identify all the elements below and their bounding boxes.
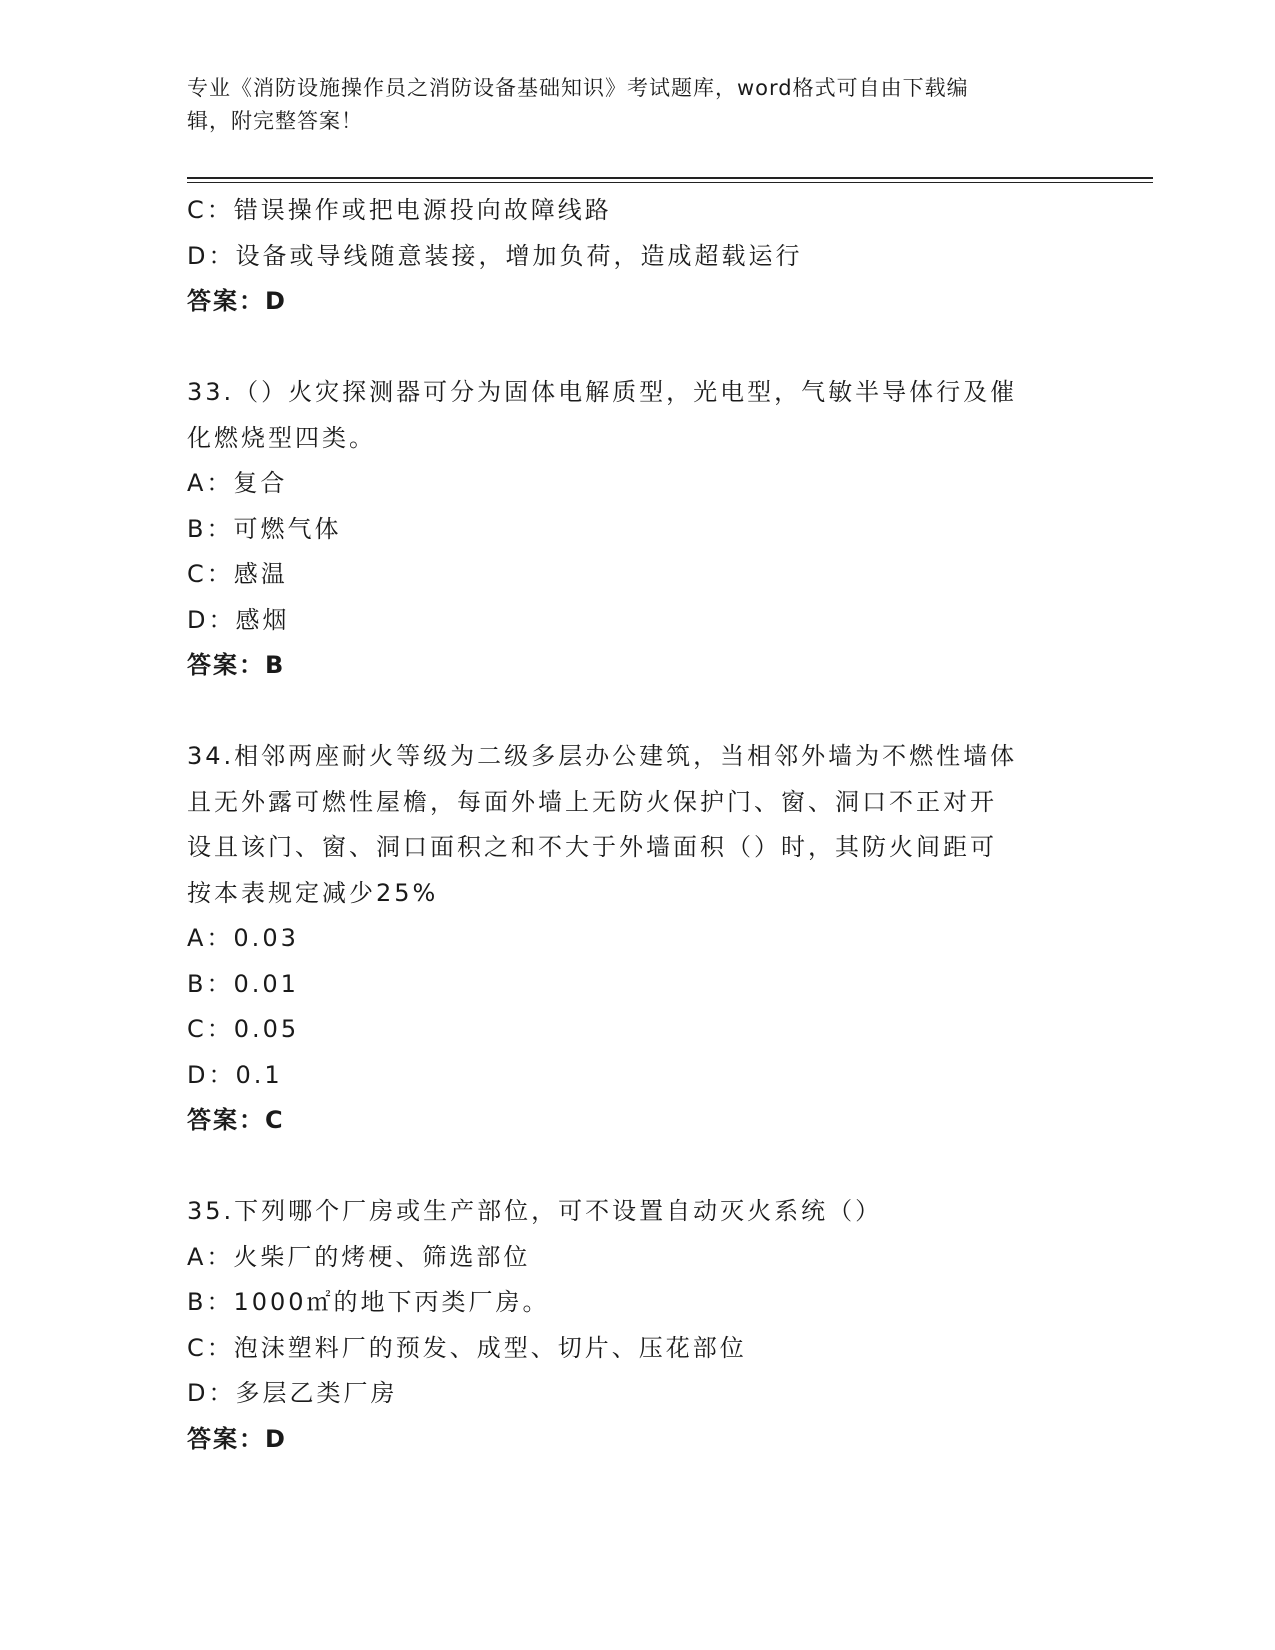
- question-33: [187, 370, 1087, 689]
- option-a: A：复合: [187, 469, 288, 497]
- answer: 答案：B: [187, 651, 286, 679]
- question-text-line: 且无外露可燃性屋檐，每面外墙上无防火保护门、窗、洞口不正对开: [187, 787, 997, 816]
- header-line-1: 专业《消防设施操作员之消防设备基础知识》考试题库，word格式可自由下载编: [187, 76, 969, 100]
- spacer: [187, 325, 1087, 371]
- option-c: C：感温: [187, 560, 288, 588]
- question-content: [187, 188, 1087, 1462]
- answer: 答案：C: [187, 1106, 285, 1134]
- question-text-line: 33.（）火灾探测器可分为固体电解质型，光电型，气敏半导体行及催: [187, 378, 1018, 406]
- option-d: D：设备或导线随意装接，增加负荷，造成超载运行: [187, 241, 803, 270]
- question-35: [187, 1189, 1087, 1462]
- question-text-line: 化燃烧型四类。: [187, 423, 376, 452]
- option-c: C：泡沫塑料厂的预发、成型、切片、压花部位: [187, 1333, 747, 1362]
- option-c: C：0.05: [187, 1015, 300, 1043]
- spacer: [187, 689, 1087, 735]
- header-divider-thick: [187, 177, 1153, 179]
- question-text-line: 设且该门、窗、洞口面积之和不大于外墙面积（）时，其防火间距可: [187, 833, 997, 861]
- document-header: [187, 72, 1067, 138]
- question-34: [187, 734, 1087, 1144]
- answer: 答案：D: [187, 1424, 287, 1453]
- question-text-line: 35.下列哪个厂房或生产部位，可不设置自动灭火系统（）: [187, 1197, 883, 1225]
- option-a: A：火柴厂的烤梗、筛选部位: [187, 1242, 531, 1271]
- option-b: B：0.01: [187, 969, 299, 998]
- option-c: C：错误操作或把电源投向故障线路: [187, 196, 612, 224]
- question-text-line: 按本表规定减少25%: [187, 878, 439, 907]
- option-d: D：感烟: [187, 605, 290, 634]
- option-b: B：1000㎡的地下丙类厂房。: [187, 1288, 550, 1316]
- option-d: D：0.1: [187, 1060, 283, 1089]
- option-d: D：多层乙类厂房: [187, 1379, 398, 1407]
- header-line-2: 辑，附完整答案！: [187, 109, 363, 133]
- previous-question-tail: [187, 188, 1087, 325]
- answer: 答案：D: [187, 287, 287, 315]
- option-b: B：可燃气体: [187, 514, 342, 543]
- option-a: A：0.03: [187, 924, 299, 952]
- header-divider-thin: [187, 182, 1153, 183]
- question-text-line: 34.相邻两座耐火等级为二级多层办公建筑，当相邻外墙为不燃性墙体: [187, 742, 1018, 770]
- spacer: [187, 1144, 1087, 1190]
